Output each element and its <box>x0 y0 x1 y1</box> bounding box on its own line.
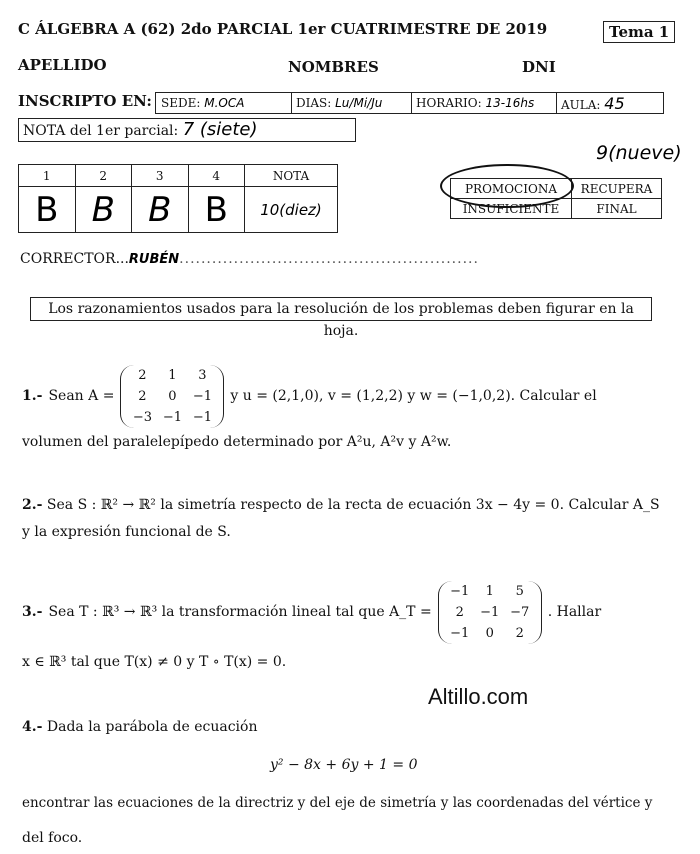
horario-label: HORARIO: <box>416 96 482 110</box>
tema-badge: Tema 1 <box>603 21 675 43</box>
nota-primer-label: NOTA del 1er parcial: <box>23 123 179 139</box>
problem-number: 4.- <box>22 719 43 735</box>
grade-header: NOTA <box>245 165 338 187</box>
problem-1-line2: volumen del paralelepípedo determinado por A²u, A²v y A²w. <box>22 434 452 450</box>
grades-table <box>18 164 338 233</box>
problem-3-line2: x ∈ ℝ³ tal que T(x) ≠ 0 y T ∘ T(x) = 0. <box>22 654 287 670</box>
problem-2 <box>22 497 660 513</box>
result-promociona: PROMOCIONA <box>451 179 572 199</box>
problem-text: Dada la parábola de ecuación <box>46 719 258 735</box>
matrix-entry: 5 <box>515 583 524 599</box>
parabola-equation: y² − 8x + 6y + 1 = 0 <box>270 757 418 773</box>
final-grade-note: 9(nueve) <box>596 142 682 164</box>
matrix-entry: 2 <box>515 625 524 641</box>
dni-label: DNI <box>522 58 556 76</box>
matrix-entry: 2 <box>138 388 147 404</box>
nota-primer-parcial <box>18 118 356 142</box>
matrix-entry: −1 <box>162 409 182 425</box>
result-insuficiente: INSUFICIENTE <box>451 199 572 219</box>
problem-number: 3.- <box>22 604 43 620</box>
matrix-entry: 3 <box>198 367 207 383</box>
problem-4-line3: del foco. <box>22 830 83 846</box>
problem-text: Sean A = <box>48 388 115 404</box>
grade-value: B <box>188 187 245 233</box>
matrix-entry: −1 <box>480 604 500 620</box>
problem-text: . Hallar <box>547 604 602 620</box>
matrix-entry: −3 <box>132 409 152 425</box>
exam-title: C ÁLGEBRA A (62) 2do PARCIAL 1er CUATRIMESTRE DE 2019 <box>18 20 548 38</box>
problem-number: 2.- <box>22 497 43 513</box>
nombres-label: NOMBRES <box>288 58 379 76</box>
matrix-entry: 2 <box>455 604 464 620</box>
matrix-entry: 1 <box>168 367 177 383</box>
aula-value: 45 <box>604 93 625 113</box>
problem-text: Sea T : ℝ³ → ℝ³ la transformación lineal tal que A_T = <box>48 604 432 620</box>
dias-value: Lu/Mi/Ju <box>335 96 383 110</box>
watermark: Altillo.com <box>428 684 529 709</box>
apellido-label: APELLIDO <box>18 56 107 74</box>
grade-value: B <box>19 187 76 233</box>
problem-number: 1.- <box>22 388 43 404</box>
result-final: FINAL <box>571 199 661 219</box>
promociona-circle-mark <box>440 164 574 208</box>
problem-1 <box>22 360 597 432</box>
problem-4-line2: encontrar las ecuaciones de la directriz y del eje de simetría y las coordenadas del vértice y <box>22 795 653 811</box>
inscripto-label: INSCRIPTO EN: <box>18 92 152 110</box>
sede-label: SEDE: <box>161 96 201 110</box>
result-recupera: RECUPERA <box>571 179 661 199</box>
matrix-at <box>438 581 542 644</box>
horario-value: 13-16hs <box>485 96 535 110</box>
matrix-entry: −1 <box>192 388 212 404</box>
matrix-entry: −7 <box>510 604 530 620</box>
corrector-value: RUBÉN <box>128 252 180 267</box>
inscripto-table <box>155 92 664 114</box>
matrix-entry: −1 <box>450 583 470 599</box>
grade-header: 3 <box>132 165 189 187</box>
grade-header: 2 <box>75 165 132 187</box>
corrector-line: CORRECTOR...RUBÉN....................................................... <box>20 251 479 267</box>
grade-header: 4 <box>188 165 245 187</box>
grade-header: 1 <box>19 165 76 187</box>
problem-4 <box>22 719 257 735</box>
aula-label: AULA: <box>561 97 601 112</box>
matrix-entry: −1 <box>450 625 470 641</box>
problem-3 <box>22 578 601 646</box>
nota-primer-value: 7 (siete) <box>182 119 258 140</box>
matrix-a <box>120 365 224 428</box>
problem-2-line2: y la expresión funcional de S. <box>22 524 231 540</box>
problem-text: Sea S : ℝ² → ℝ² la simetría respecto de la recta de ecuación 3x − 4y = 0. Calcular A_S <box>46 497 660 513</box>
corrector-label: CORRECTOR <box>20 251 116 267</box>
notice-box: Los razonamientos usados para la resolución de los problemas deben figurar en la hoja. <box>30 297 652 321</box>
problem-text: y u = (2,1,0), v = (1,2,2) y w = (−1,0,2). Calcular el <box>230 388 597 404</box>
matrix-entry: 0 <box>168 388 177 404</box>
grade-value: B <box>75 187 132 233</box>
matrix-entry: −1 <box>192 409 212 425</box>
dias-label: DIAS: <box>296 96 332 110</box>
matrix-entry: 0 <box>485 625 494 641</box>
sede-value: M.OCA <box>204 96 245 110</box>
grade-value: B <box>132 187 189 233</box>
matrix-entry: 2 <box>138 367 147 383</box>
matrix-entry: 1 <box>485 583 494 599</box>
grade-total: 10(diez) <box>245 187 338 233</box>
